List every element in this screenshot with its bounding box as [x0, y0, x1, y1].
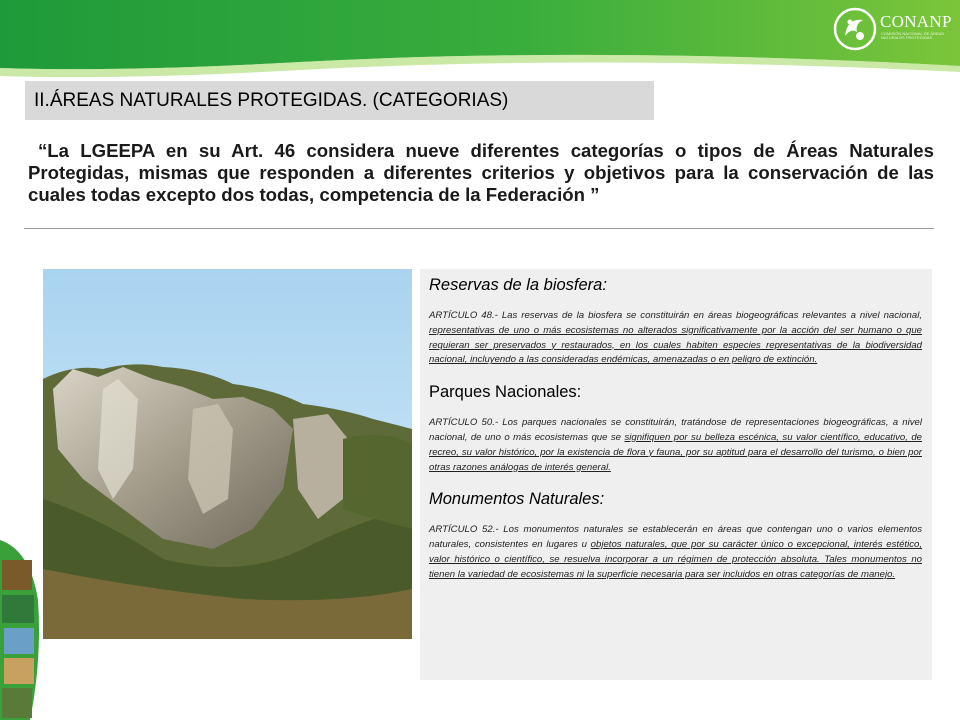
category-title: Reservas de la biosfera:	[429, 276, 607, 294]
rock-formation-photo	[43, 269, 412, 639]
logo-brand-text: CONANP	[880, 12, 952, 31]
category-reservas	[429, 275, 922, 368]
category-title: Parques Nacionales:	[429, 383, 582, 402]
jaguar-emblem-icon	[833, 6, 877, 52]
conanp-logo	[833, 6, 953, 56]
logo-subtitle: COMISIÓN NACIONAL DE ÁREAS NATURALES PROTEGIDAS	[881, 31, 944, 41]
category-monumentos	[429, 489, 922, 582]
article-text: ARTÍCULO 52.- Los monumentos naturales se establecerán en áreas que contengan uno o varios elementos naturales, consistentes en lugares u	[429, 524, 922, 551]
article-underlined-text: signifiquen por su belleza escénica, su valor científico, educativo, de recreo, su valor histórico, por la existencia de flora y fauna, por su aptitud para el desarrollo del turismo, o bien por otras razones análogas de interés general.	[429, 431, 922, 473]
article-52	[429, 523, 922, 582]
lgeepa-quote: “La LGEEPA en su Art. 46 considera nueve diferentes categorías o tipos de Áreas Naturales Protegidas, mismas que responden a diferentes criterios y objetivos para la conservación de las cuales todas excepto dos todas, competencia de la Federación ”	[28, 140, 934, 205]
section-title: II.ÁREAS NATURALES PROTEGIDAS. (CATEGORIAS)	[25, 81, 654, 120]
header-band	[0, 0, 960, 92]
category-parques	[429, 382, 922, 475]
category-title: Monumentos Naturales:	[429, 490, 605, 509]
article-50	[429, 416, 922, 475]
article-text: ARTÍCULO 48.- Las reservas de la biosfera se constituirán en áreas biogeográficas relevantes a nivel nacional,	[429, 310, 922, 321]
article-underlined-text: representativas de uno o más ecosistemas no alterados significativamente por la acción del ser humano o que requieran ser preservados y restaurados, en los cuales habiten especies representativas de la biodiversidad nacional, incluyendo a las consideradas endémicas, amenazadas o en peligro de extinción.	[429, 324, 922, 366]
article-underlined-text: objetos naturales, que por su carácter único o excepcional, interés estético, valor histórico o científico, se resuelva incorporar a un régimen de protección absoluta. Tales monumentos no tienen la variedad de ecosistemas ni la superficie necesaria para ser incluidos en otras categorías de manejo.	[429, 539, 922, 580]
article-48	[429, 309, 922, 368]
nature-collage-strip	[0, 540, 42, 720]
article-text: ARTÍCULO 50.- Los parques nacionales se constituirán, tratándose de representaciones biogeográficas, a nivel nacional, de uno o más ecosistemas que se	[429, 417, 922, 443]
categories-panel	[420, 269, 932, 680]
divider	[24, 228, 934, 229]
